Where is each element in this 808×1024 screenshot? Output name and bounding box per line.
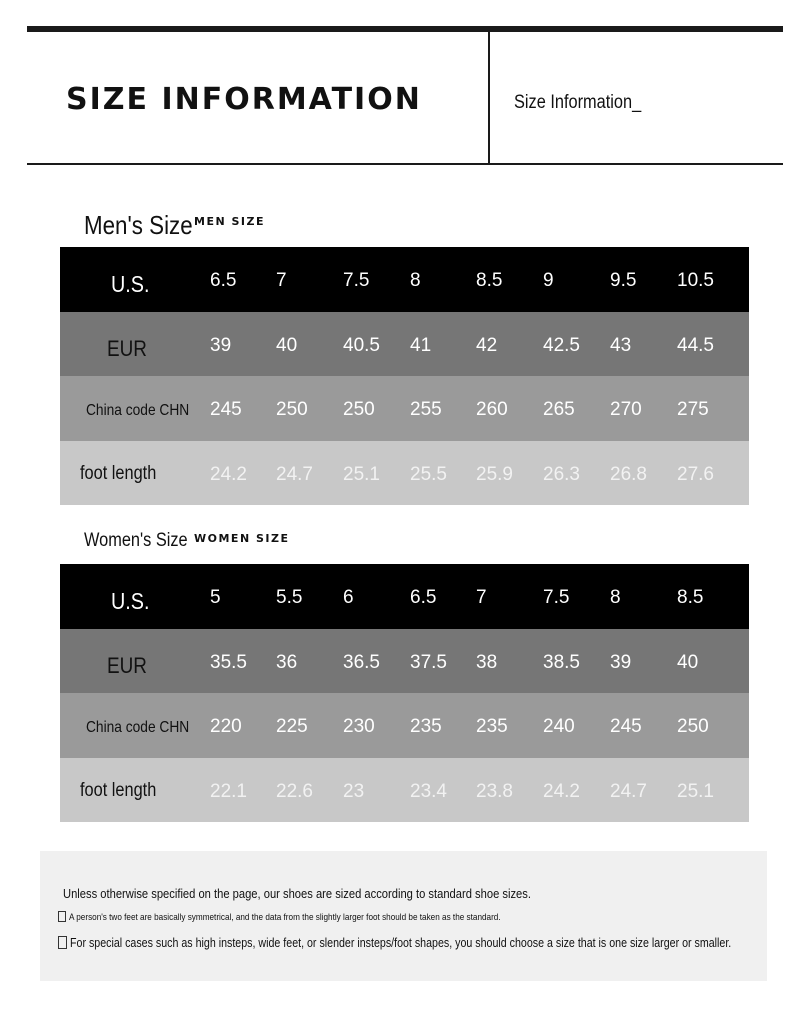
page-title: SIZE INFORMATION <box>66 82 422 117</box>
table-cell: 22.1 <box>210 780 247 802</box>
table-cell: 26.3 <box>543 463 580 485</box>
table-cell: 22.6 <box>276 780 313 802</box>
table-cell: 250 <box>343 399 375 420</box>
table-cell: 27.6 <box>677 463 714 485</box>
row-label-eur: EUR <box>107 335 147 361</box>
note-line-3: For special cases such as high insteps, wide feet, or slender insteps/foot shapes, you should choose a size that is one size larger or smaller. <box>58 935 808 950</box>
table-cell: 24.7 <box>610 780 647 802</box>
table-cell: 24.7 <box>276 463 313 485</box>
top-divider <box>27 26 783 32</box>
row-label-foot-length: foot length <box>80 779 157 801</box>
table-cell: 9 <box>543 270 554 291</box>
table-cell: 5.5 <box>276 587 303 608</box>
table-cell: 42.5 <box>543 334 580 356</box>
table-cell: 23.4 <box>410 780 447 802</box>
women-size-heading <box>84 530 290 552</box>
table-cell: 23 <box>343 780 365 802</box>
men-row-foot-length <box>60 441 749 506</box>
table-cell: 23.8 <box>476 780 513 802</box>
row-label-us: U.S. <box>111 587 150 614</box>
note-line-1: Unless otherwise specified on the page, our shoes are sized according to standard shoe sizes. <box>63 886 531 901</box>
table-cell: 26.8 <box>610 463 647 485</box>
table-cell: 8.5 <box>677 587 704 608</box>
table-cell: 260 <box>476 399 508 420</box>
table-cell: 25.1 <box>677 780 714 802</box>
table-cell: 40 <box>276 334 298 356</box>
table-cell: 220 <box>210 716 242 737</box>
table-cell: 270 <box>610 399 642 420</box>
table-cell: 41 <box>410 334 432 356</box>
men-row-eur <box>60 312 749 377</box>
header-bottom-divider <box>27 163 783 165</box>
table-cell: 250 <box>276 399 308 420</box>
table-cell: 9.5 <box>610 270 637 291</box>
women-row-us <box>60 564 749 629</box>
table-cell: 24.2 <box>543 780 580 802</box>
header-vertical-divider <box>488 32 490 163</box>
table-cell: 39 <box>610 651 632 673</box>
table-cell: 265 <box>543 399 575 420</box>
table-cell: 7.5 <box>343 270 370 291</box>
table-cell: 225 <box>276 716 308 737</box>
table-cell: 24.2 <box>210 463 247 485</box>
women-row-eur <box>60 629 749 694</box>
table-cell: 25.1 <box>343 463 380 485</box>
table-cell: 39 <box>210 334 232 356</box>
missing-glyph-icon <box>58 936 67 949</box>
table-cell: 245 <box>210 399 242 420</box>
table-cell: 230 <box>343 716 375 737</box>
row-label-us: U.S. <box>111 270 150 297</box>
women-row-china-code <box>60 693 749 758</box>
men-size-heading-small: MEN SIZE <box>194 215 266 228</box>
table-cell: 7.5 <box>543 587 570 608</box>
table-cell: 25.9 <box>476 463 513 485</box>
table-cell: 40 <box>677 651 699 673</box>
table-cell: 44.5 <box>677 334 714 356</box>
table-cell: 7 <box>276 270 287 291</box>
table-cell: 38.5 <box>543 651 580 673</box>
table-cell: 42 <box>476 334 498 356</box>
row-label-china-code: China code CHN <box>86 719 190 737</box>
women-row-foot-length <box>60 758 749 823</box>
row-label-foot-length: foot length <box>80 462 157 484</box>
table-cell: 10.5 <box>677 270 714 291</box>
row-label-china-code: China code CHN <box>86 402 190 420</box>
table-cell: 40.5 <box>343 334 380 356</box>
table-cell: 43 <box>610 334 632 356</box>
table-cell: 8 <box>410 270 421 291</box>
table-cell: 8 <box>610 587 621 608</box>
table-cell: 36 <box>276 651 298 673</box>
page-subtitle: Size Information_ <box>514 92 642 113</box>
table-cell: 250 <box>677 716 709 737</box>
table-cell: 240 <box>543 716 575 737</box>
table-cell: 36.5 <box>343 651 380 673</box>
table-cell: 235 <box>410 716 442 737</box>
table-cell: 5 <box>210 587 221 608</box>
women-size-table <box>60 564 749 822</box>
table-cell: 255 <box>410 399 442 420</box>
men-row-us <box>60 247 749 312</box>
table-cell: 6.5 <box>210 270 237 291</box>
table-cell: 6 <box>343 587 354 608</box>
men-size-table <box>60 247 749 505</box>
table-cell: 8.5 <box>476 270 503 291</box>
women-size-heading-small: WOMEN SIZE <box>194 532 290 545</box>
note-line-2: A person's two feet are basically symmetrical, and the data from the slightly larger foot should be taken as the standard. <box>58 912 571 923</box>
men-size-heading <box>84 210 266 241</box>
men-row-china-code <box>60 376 749 441</box>
table-cell: 38 <box>476 651 498 673</box>
women-size-heading-text: Women's Size <box>84 530 188 551</box>
table-cell: 25.5 <box>410 463 447 485</box>
missing-glyph-icon <box>58 911 66 922</box>
table-cell: 35.5 <box>210 651 247 673</box>
men-size-heading-text: Men's Size <box>84 210 193 240</box>
table-cell: 245 <box>610 716 642 737</box>
row-label-eur: EUR <box>107 652 147 678</box>
table-cell: 275 <box>677 399 709 420</box>
table-cell: 6.5 <box>410 587 437 608</box>
table-cell: 37.5 <box>410 651 447 673</box>
table-cell: 235 <box>476 716 508 737</box>
table-cell: 7 <box>476 587 487 608</box>
